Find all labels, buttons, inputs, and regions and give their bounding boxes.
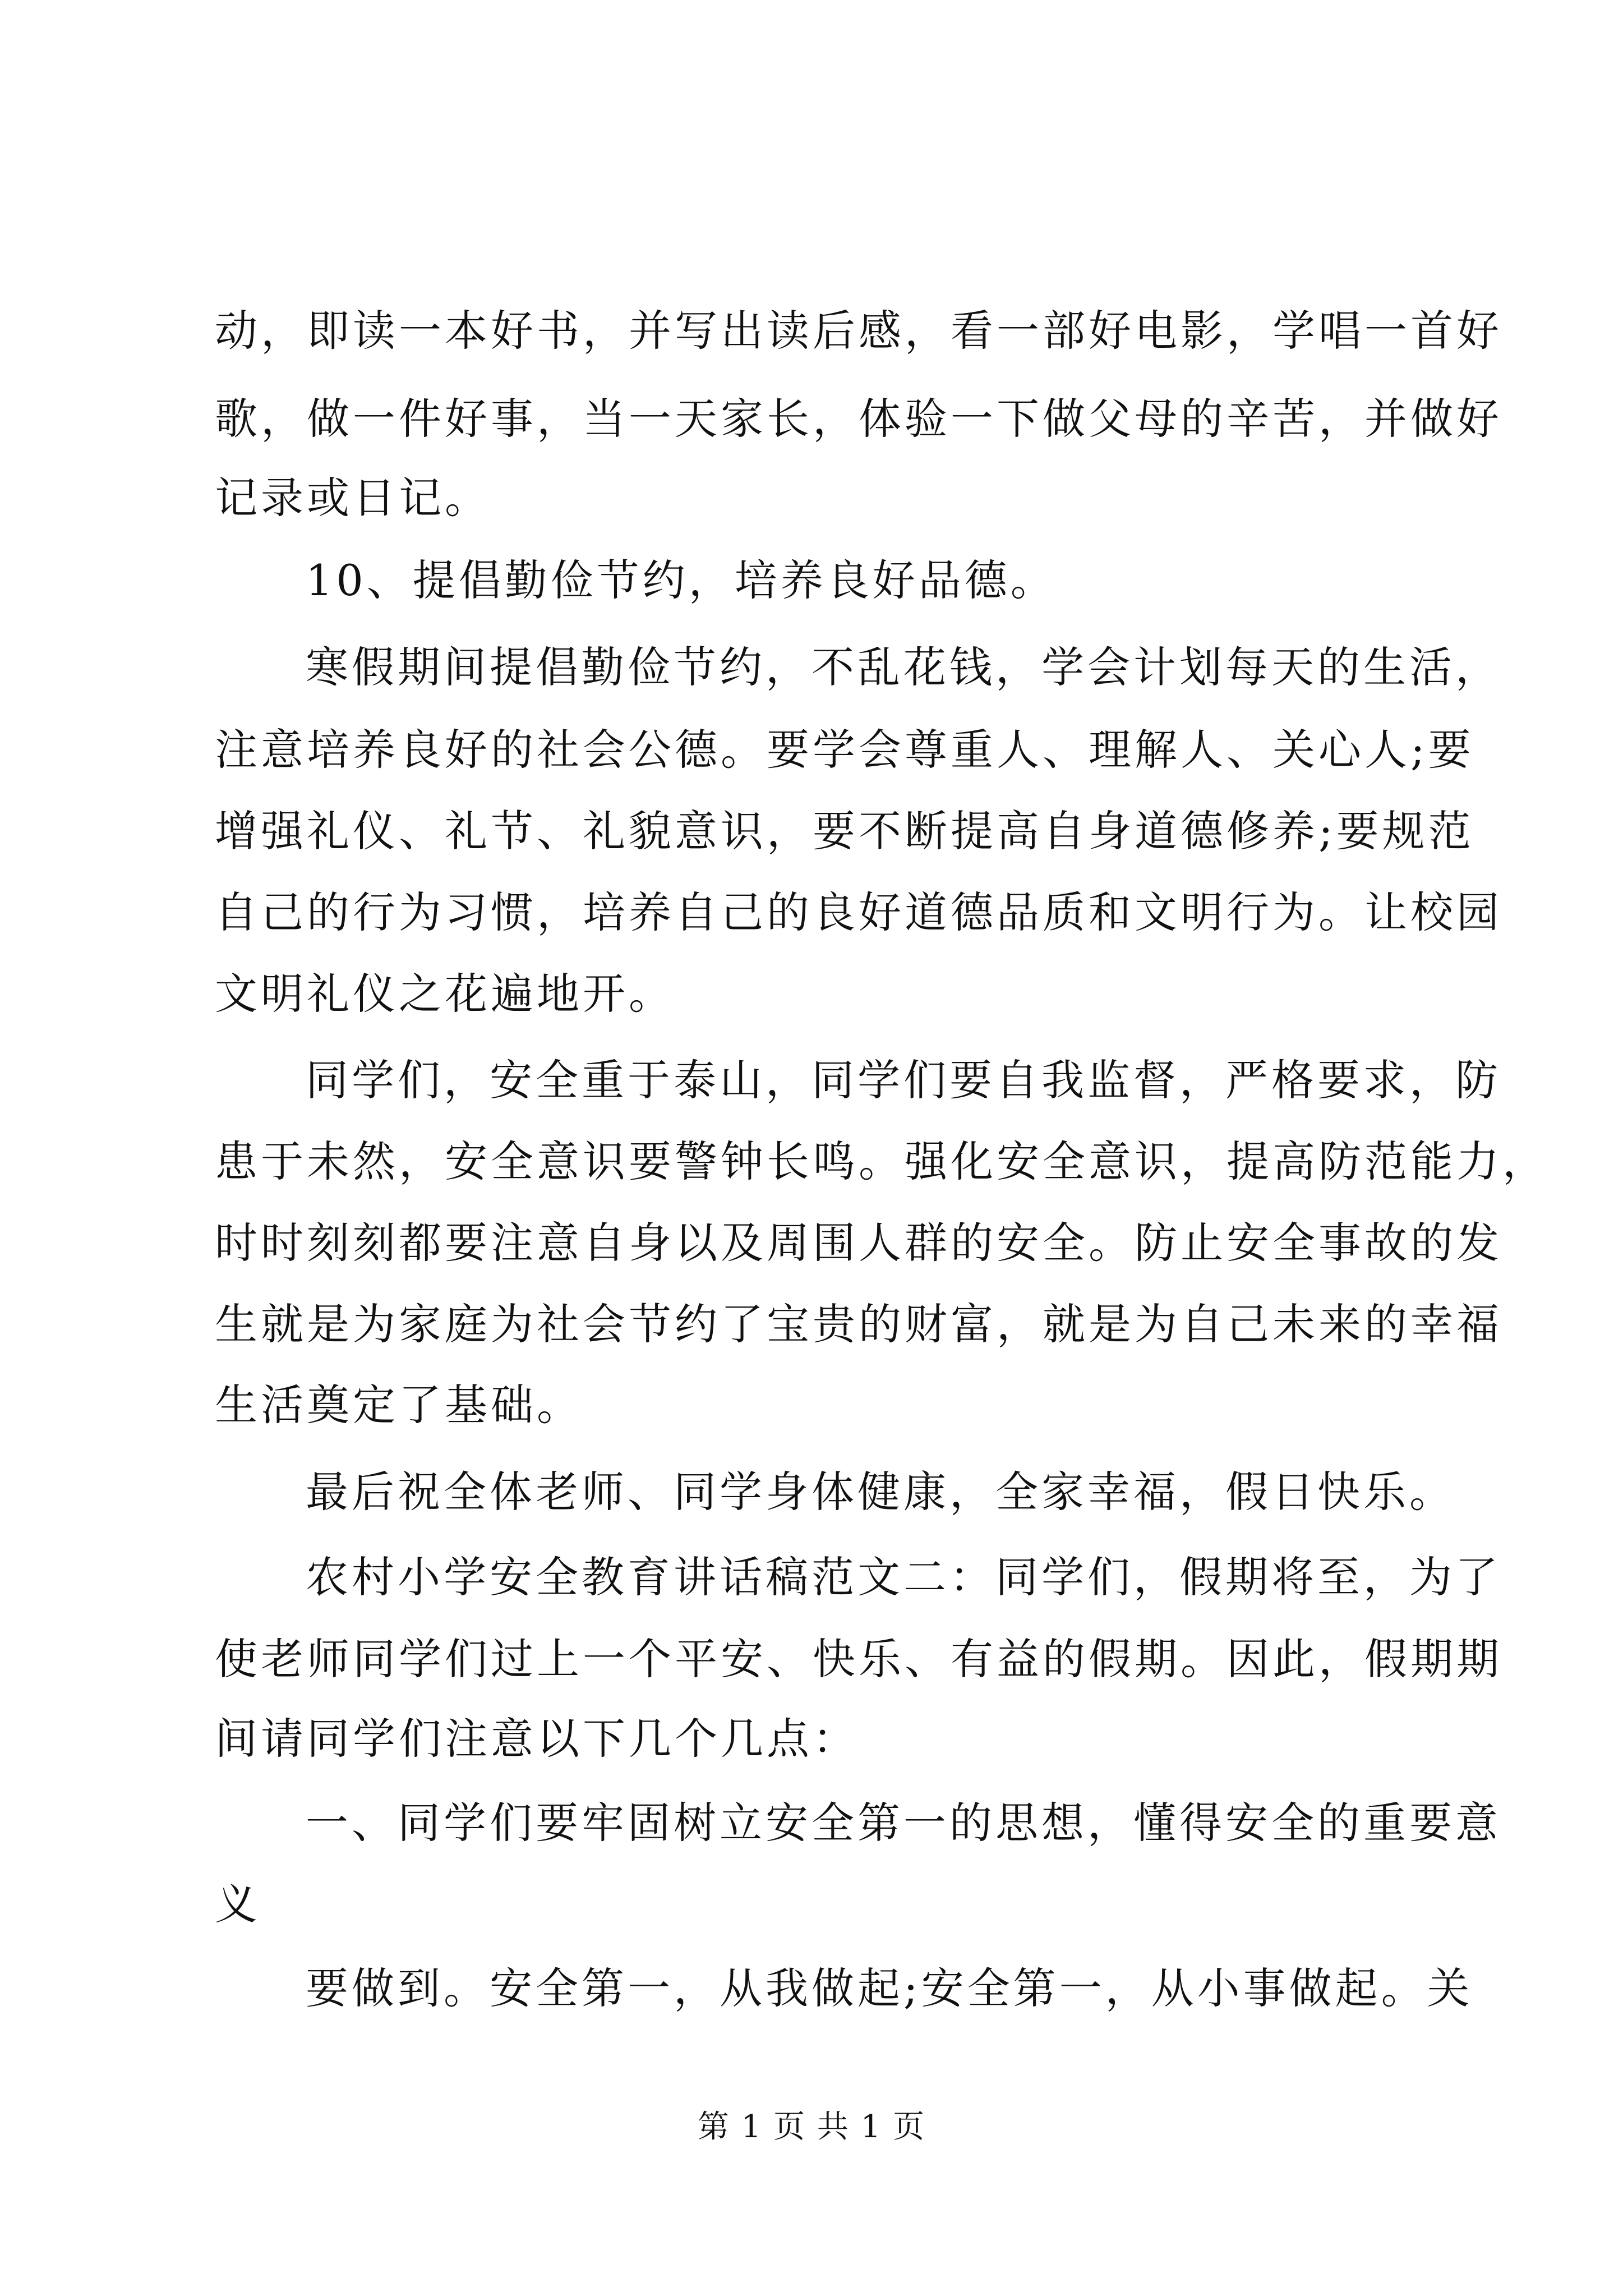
text-line-14: 生活奠定了基础。: [215, 1380, 583, 1430]
text-line-6: 注意培养良好的社会公德。要学会尊重人、理解人、关心人;要: [215, 725, 1474, 775]
text-line-15: 最后祝全体老师、同学身体健康，全家幸福，假日快乐。: [306, 1467, 1455, 1517]
text-line-13: 生就是为家庭为社会节约了宝贵的财富，就是为自己未来的幸福: [215, 1299, 1502, 1349]
text-line-1: 动，即读一本好书，并写出读后感，看一部好电影，学唱一首好: [215, 306, 1502, 356]
text-line-9: 文明礼仪之花遍地开。: [215, 969, 675, 1019]
text-line-2: 歌，做一件好事，当一天家长，体验一下做父母的辛苦，并做好: [215, 394, 1502, 444]
text-line-7: 增强礼仪、礼节、礼貌意识，要不断提高自身道德修养;要规范: [215, 806, 1474, 856]
text-line-21: 要做到。安全第一，从我做起;安全第一，从小事做起。关: [306, 1963, 1473, 2013]
text-line-16: 农村小学安全教育讲话稿范文二：同学们，假期将至，为了: [306, 1552, 1501, 1602]
text-line-5: 寒假期间提倡勤俭节约，不乱花钱，学会计划每天的生活，: [306, 642, 1501, 692]
text-line-11: 患于未然，安全意识要警钟长鸣。强化安全意识，提高防范能力，: [215, 1137, 1548, 1186]
page-footer: 第 1 页 共 1 页: [697, 2109, 926, 2145]
text-line-10: 同学们，安全重于泰山，同学们要自我监督，严格要求，防: [306, 1055, 1501, 1105]
text-line-19: 一、同学们要牢固树立安全第一的思想，懂得安全的重要意: [306, 1798, 1501, 1848]
text-line-8: 自己的行为习惯，培养自己的良好道德品质和文明行为。让校园: [215, 887, 1502, 937]
text-line-20: 义: [215, 1879, 261, 1929]
text-line-4: 10、提倡勤俭节约，培养良好品德。: [306, 555, 1057, 605]
text-line-18: 间请同学们注意以下几个几点：: [215, 1714, 859, 1764]
text-line-3: 记录或日记。: [215, 473, 491, 523]
text-line-12: 时时刻刻都要注意自身以及周围人群的安全。防止安全事故的发: [215, 1218, 1502, 1268]
text-line-17: 使老师同学们过上一个平安、快乐、有益的假期。因此，假期期: [215, 1634, 1502, 1684]
